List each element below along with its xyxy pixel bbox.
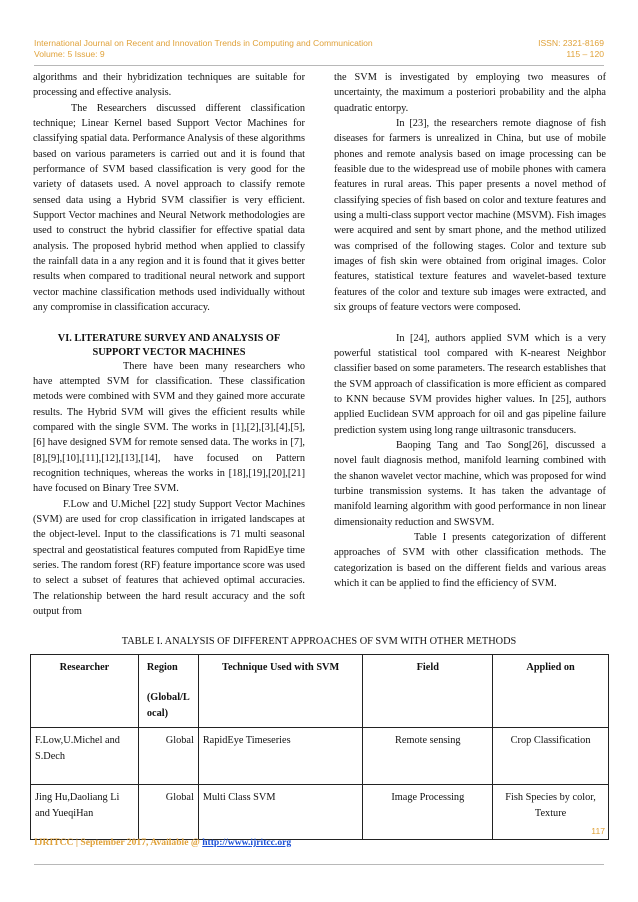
header-region bbox=[138, 655, 198, 728]
section-title: VI. LITERATURE SURVEY AND ANALYSIS OF bbox=[57, 332, 281, 344]
paragraph: There have been many researchers who have attempted SVM for classification. These classification metods were combined with SVM and they gained more accurate results. The Hybrid SVM will gives the efficient results while compared with the single SVM. The works in [1],[2],[3],[4],[5],[6] have designed SVM for remote sensed data. The works in [7],[8],[9],[10],[11],[12],[13],[14], have focused on Pattern recognition techniques, whereas the works in [18],[19],[20],[21] have focused on Binary Tree SVM. bbox=[33, 360, 305, 495]
journal-link[interactable]: http://www.ijritcc.org bbox=[202, 837, 292, 848]
page-header bbox=[34, 38, 604, 60]
header-researcher: Researcher bbox=[31, 655, 139, 728]
cell-field: Image Processing bbox=[363, 785, 493, 840]
table-title: TABLE I. ANALYSIS OF DIFFERENT APPROACHES OF SVM WITH OTHER METHODS bbox=[121, 636, 517, 647]
header-applied: Applied on bbox=[493, 655, 609, 728]
paragraph: Baoping Tang and Tao Song[26], discussed a novel fault diagnosis method, manifold learning combined with the shanon wavelet vector machine, which was proposed for wind turbine transmission systems. It has taken the advantage of manifold learning algorithm with good performance in non linear dimensionaity reduction and SWSVM. bbox=[334, 439, 606, 528]
journal-title: International Journal on Recent and Innovation Trends in Computing and Communication bbox=[34, 38, 373, 48]
cell-field: Remote sensing bbox=[363, 728, 493, 785]
cell-technique: RapidEye Timeseries bbox=[198, 728, 363, 785]
header-region-sub: (Global/Local) bbox=[146, 692, 190, 719]
paragraph: In [24], authors applied SVM which is a very powerful statistical tool compared with K-nearest Neighbor classifier based on some parameters. The research establishes that the SVM approach of classification is more efficient as compared to KNN because SVM provides higher values. In [25], authors applied Euclidean SVM approach for oil and gas pipeline failure prediction system using long range uiltrasonic transducers. bbox=[334, 332, 606, 436]
paragraph: Table I presents categorization of different approaches of SVM with other classification methods. The categorization is based on the different fields and various areas which it can be applied to find the efficiency of SVM. bbox=[334, 531, 606, 589]
header-region-label: Region bbox=[146, 662, 178, 673]
section-title: SUPPORT VECTOR MACHINES bbox=[92, 346, 246, 358]
page-number: 117 bbox=[591, 826, 605, 836]
table-row bbox=[31, 785, 609, 840]
table-row bbox=[31, 728, 609, 785]
page-footer bbox=[34, 837, 291, 848]
svm-approaches-table bbox=[30, 654, 609, 840]
paragraph: algorithms and their hybridization techniques are suitable for processing and effective analysis. bbox=[33, 72, 305, 99]
issn: ISSN: 2321-8169 bbox=[538, 38, 604, 48]
cell-region: Global bbox=[138, 785, 198, 840]
cell-applied: Fish Species by color, Texture bbox=[493, 785, 609, 840]
cell-researcher: F.Low,U.Michel and S.Dech bbox=[31, 728, 139, 785]
paragraph: In [23], the researchers remote diagnose of fish diseases for farmers is unrealized in China, but use of mobile phones and remote analysis based on image processing can be feasible due to the widespread use of mobile phones with camera features in rural areas. This paper presents a novel method of classifying species of fish based on color and texture features and using a multi-class support vector machine (MSVM). Fish images were acquired and sent by smart phone, and the method utilized was comprised of the following stages. Color and texture sub images of fish skin were obtained from original images. Color features, statistical texture features and wavelet-based texture features of the color and texture sub images were extracted, and six groups of feature vectors were composed. bbox=[334, 118, 606, 314]
right-column bbox=[334, 70, 606, 591]
header-divider bbox=[34, 65, 604, 66]
page-range: 115 – 120 bbox=[566, 49, 604, 59]
cell-researcher: Jing Hu,Daoliang Li and YueqiHan bbox=[31, 785, 139, 840]
paragraph: The Researchers discussed different classification technique; Linear Kernel based Support Vector Machines for classifying spatial data. Performance Analysis of these algorithms based on various parameters is carried out and it is found that performance of SVM based classification is very good for the variety of datasets used. A novel approach to classify remote sensed data using a Hybrid SVM classifier is very efficient. Support Vector machines and Neural Network methodologies are used to construct the hybrid classifier for effective spatial data analysis. The proposed hybrid method when applied to classify the rainfall data in a any region and it is found that it gives better results when compared to traditional neural network and support vector machine classification methods used individually without any compromise in classification accuracy. bbox=[33, 102, 305, 314]
cell-applied: Crop Classification bbox=[493, 728, 609, 785]
header-technique: Technique Used with SVM bbox=[198, 655, 363, 728]
paragraph: the SVM is investigated by employing two measures of uncertainty, the maximum a posteriori probability and the alpha quadratic entorpy. bbox=[334, 72, 606, 114]
cell-technique: Multi Class SVM bbox=[198, 785, 363, 840]
paragraph: F.Low and U.Michel [22] study Support Vector Machines (SVM) are used for crop classification in irrigated landscapes at the object-level. Input to the classifications is 71 multi seasonal spectral and geostatistical features computed from RapidEye time series. The random forest (RF) feature importance score was used to select a subset of features that achieved optimal accuracies. The relationship between the hard result accuracy and the soft output from bbox=[33, 498, 305, 617]
left-column bbox=[33, 70, 305, 619]
footer-divider bbox=[34, 864, 604, 865]
footer-text: IJRITCC | September 2017, Available @ bbox=[34, 837, 203, 848]
table-header-row bbox=[31, 655, 609, 728]
header-field: Field bbox=[363, 655, 493, 728]
volume-issue: Volume: 5 Issue: 9 bbox=[34, 49, 105, 59]
cell-region: Global bbox=[138, 728, 198, 785]
